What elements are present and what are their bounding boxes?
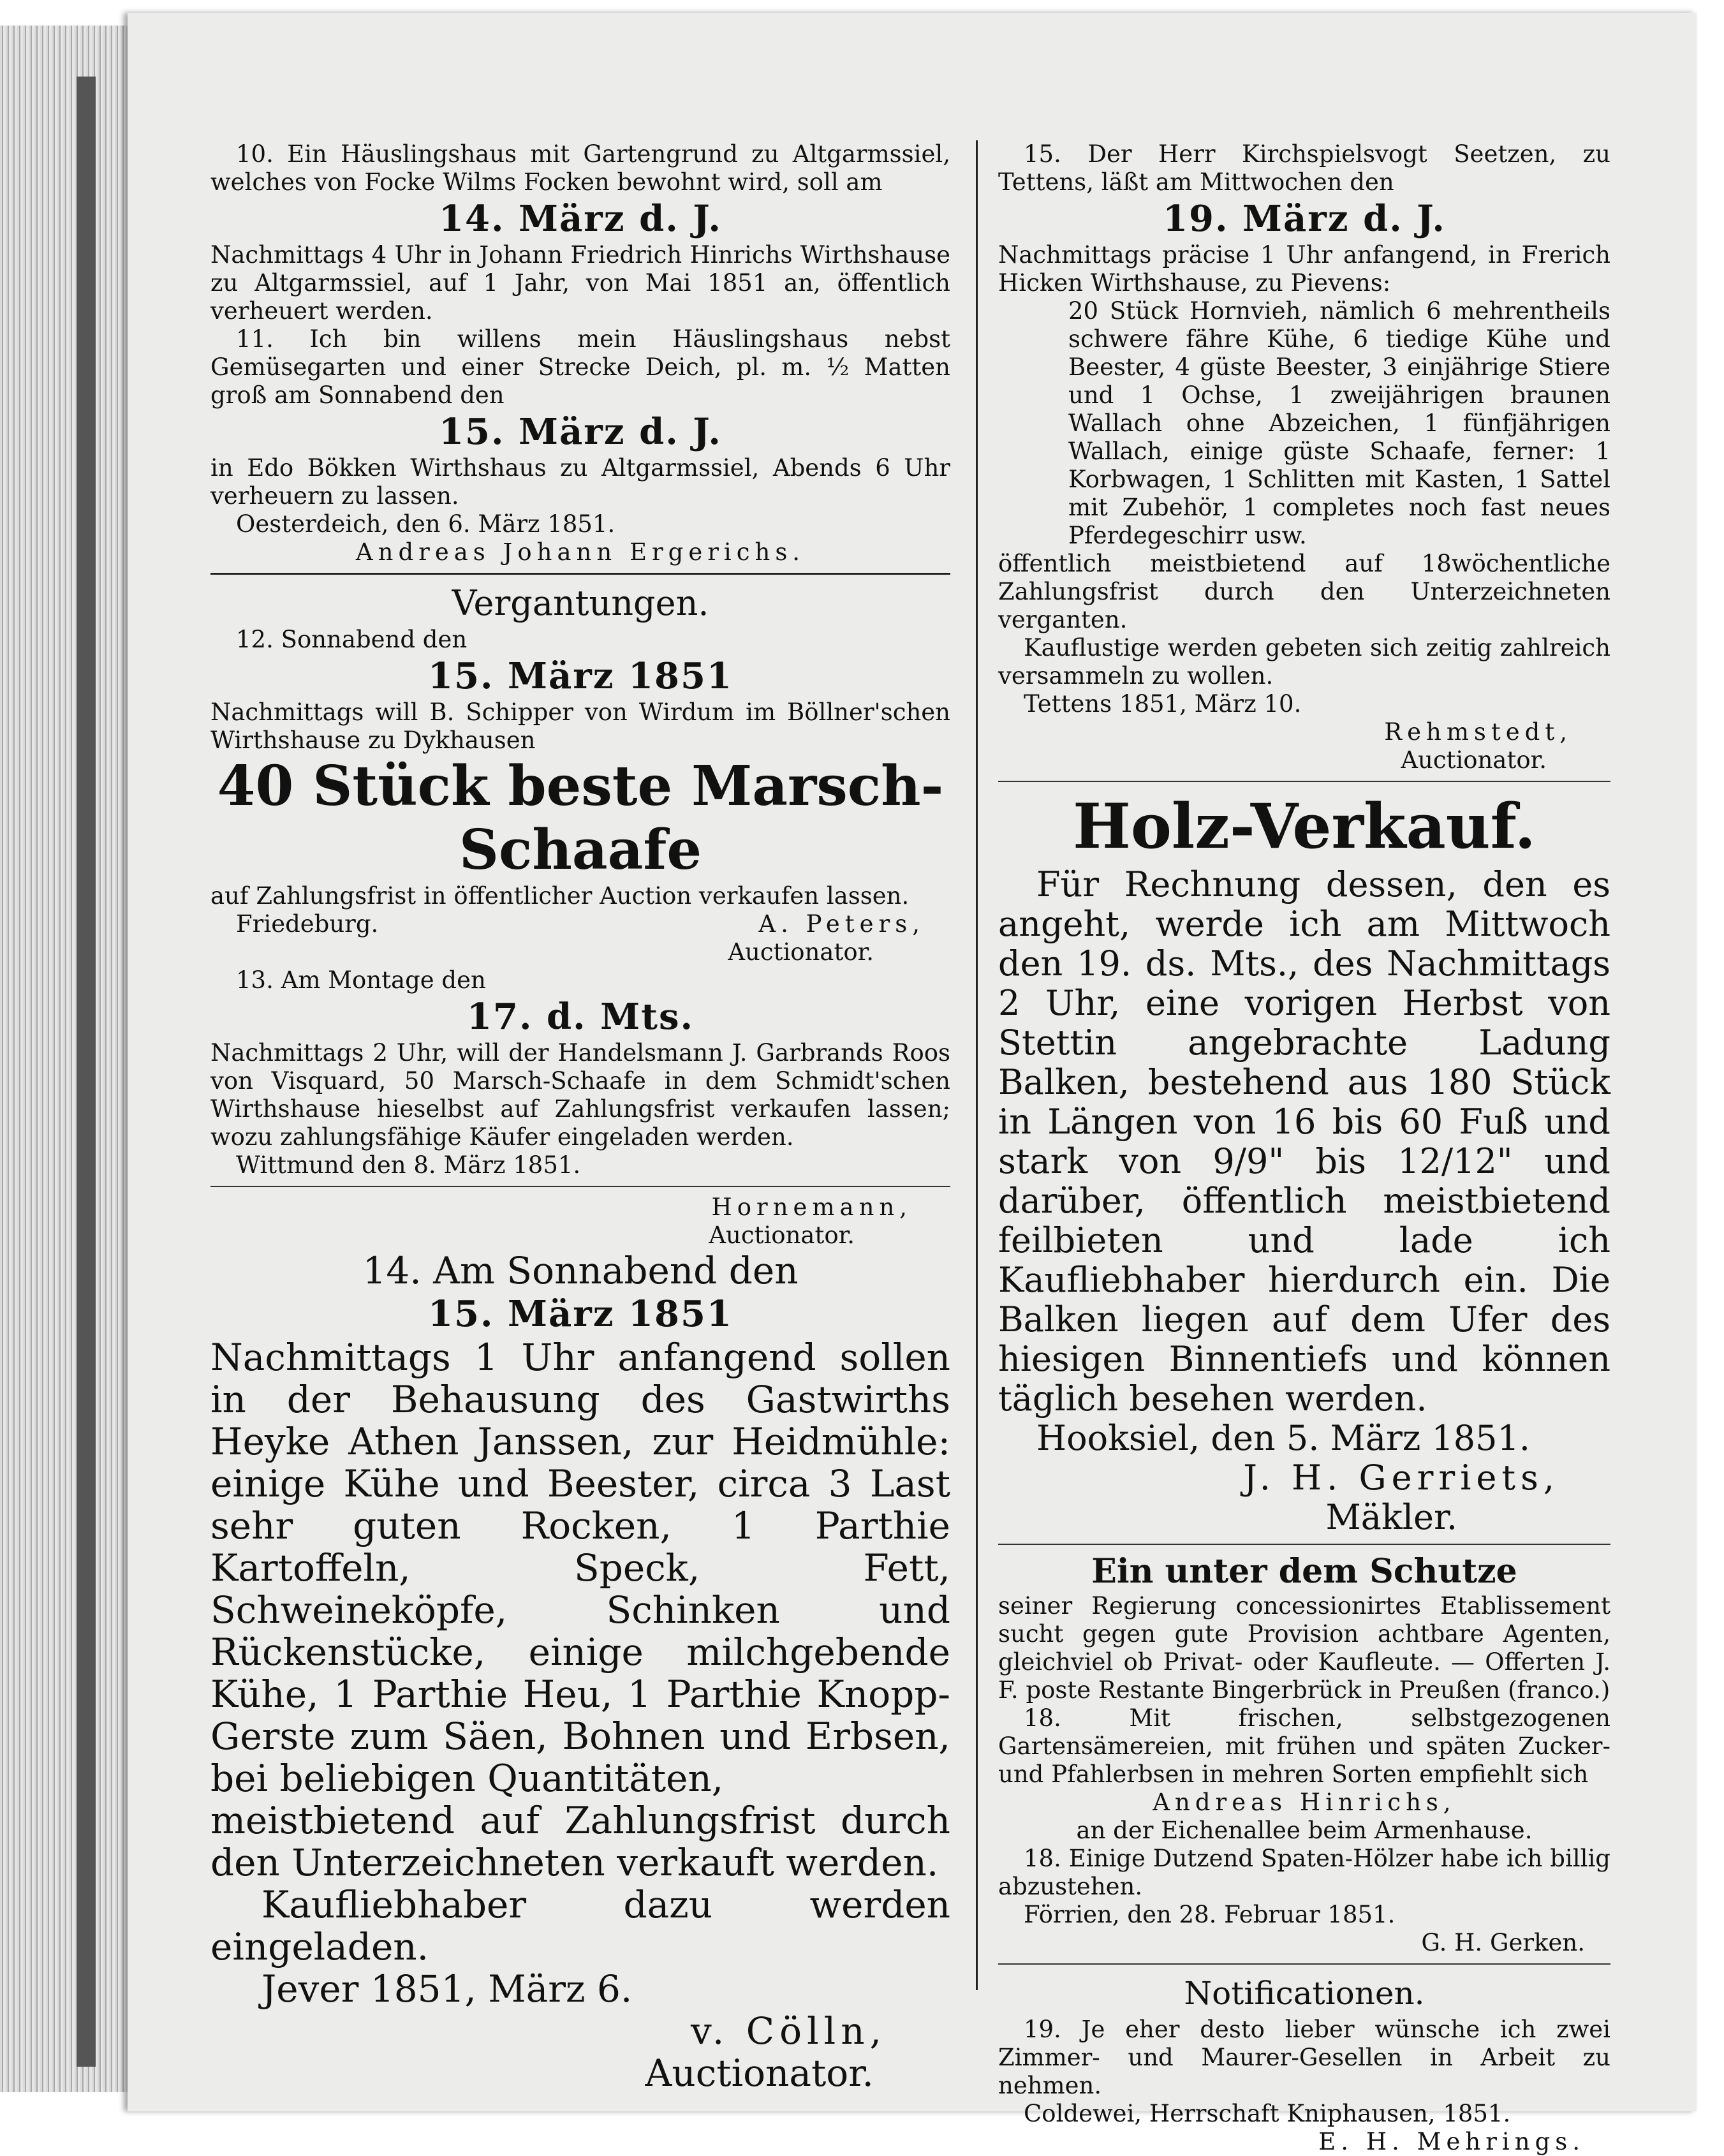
notice-13-date: 17. d. Mts. xyxy=(467,996,694,1038)
notice-19-text: 19. Je eher desto lieber wünsche ich zwei Zimmer- und Maurer-Gesellen in Arbeit zu nehmen. xyxy=(998,2016,1610,2099)
notice-15-text: 15. Der Herr Kirchspielsvogt Seetzen, zu Tettens, läßt am Mittwochen den xyxy=(998,140,1610,196)
section-title-notificationen: Notificationen. xyxy=(1184,1975,1425,2012)
notice-14-intro: 14. Am Sonnabend den xyxy=(362,1249,799,1292)
notice-11-place: Oesterdeich, den 6. März 1851. xyxy=(236,510,615,538)
notice-15-text4: Kauflustige werden gebeten sich zeitig zahlreich versammeln zu wollen. xyxy=(998,634,1610,690)
notice-14-text2: meistbietend auf Zahlungsfrist durch den Unterzeichneten verkauft werden. xyxy=(210,1799,950,1884)
holz-verkauf-title: Holz-Verkauf. xyxy=(1073,790,1536,862)
notice-14-place: Jever 1851, März 6. xyxy=(262,1967,633,2011)
notice-18-signature-address: an der Eichenallee beim Armenhause. xyxy=(1076,1817,1533,1844)
divider xyxy=(998,1544,1610,1545)
notice-11-text2: in Edo Bökken Wirthshaus zu Altgarmssiel, Abends 6 Uhr verheuern zu lassen. xyxy=(210,454,950,510)
notice-13-intro: 13. Am Montage den xyxy=(236,966,486,994)
divider xyxy=(998,1963,1610,1965)
notice-13-place: Wittmund den 8. März 1851. xyxy=(236,1151,581,1179)
notice-11-text: 11. Ich bin willens mein Häuslingshaus nebst Gemüsegarten und einer Strecke Deich, pl. m. ½ Matten groß am Sonnabend den xyxy=(210,325,950,409)
notice-13-role: Auctionator. xyxy=(709,1222,855,1249)
notice-14-text3: Kaufliebhaber dazu werden eingeladen. xyxy=(210,1883,950,1968)
notice-15-date: 19. März d. J. xyxy=(1163,198,1446,240)
notice-18b-text: 18. Einige Dutzend Spaten-Hölzer habe ich billig abzustehen. xyxy=(998,1845,1610,1900)
notice-12-text2: auf Zahlungsfrist in öffentlicher Auction verkaufen lassen. xyxy=(210,882,910,910)
notice-11-signature: Andreas Johann Ergerichs. xyxy=(355,538,806,566)
holz-verkauf-role: Mäkler. xyxy=(1325,1497,1457,1537)
notice-12-role: Auctionator. xyxy=(728,938,874,966)
notice-14-signature: v. Cölln, xyxy=(691,2009,887,2053)
book-binding xyxy=(77,77,96,2067)
schutz-text: seiner Regierung concessionirtes Etablissement sucht gegen gute Provision achtbare Agenten, gleichviel ob Privat- oder Kaufleute. — Offerten J. F. poste Restante Bingerbrück in Preußen (franco.) xyxy=(998,1592,1610,1704)
left-column xyxy=(210,140,950,2095)
section-title-vergantungen: Vergantungen. xyxy=(452,583,709,623)
notice-15-place: Tettens 1851, März 10. xyxy=(1024,690,1302,718)
book-page-edges xyxy=(0,26,134,2092)
right-column xyxy=(998,140,1610,2155)
divider xyxy=(210,1186,950,1187)
notice-13-text: Nachmittags 2 Uhr, will der Handelsmann J. Garbrands Roos von Visquard, 50 Marsch-Schaafe in dem Schmidt'schen Wirthshause hieselbst auf Zahlungsfrist verkaufen lassen; wozu zahlungsfähige Käufer eingeladen werden. xyxy=(210,1039,950,1151)
schutz-title: Ein unter dem Schutze xyxy=(1091,1552,1517,1591)
divider xyxy=(998,781,1610,782)
notice-10-text2: Nachmittags 4 Uhr in Johann Friedrich Hinrichs Wirthshause zu Altgarmssiel, auf 1 Jahr, von Mai 1851 an, öffentlich verheuert werden. xyxy=(210,241,950,325)
notice-15-list: 20 Stück Hornvieh, nämlich 6 mehrentheils schwere fähre Kühe, 6 tiedige Kühe und Beester, 4 güste Beester, 3 einjährige Stiere und 1 Ochse, 1 zweijährigen braunen Wallach ohne Abzeichen, 1 fünfjährigen Wallach, einige güste Schaafe, ferner: 1 Korbwagen, 1 Schlitten mit Kasten, 1 Sattel mit Zubehör, 1 completes noch fast neues Pferdegeschirr usw. xyxy=(1068,297,1610,549)
notice-15-signature: Rehmstedt, xyxy=(1384,718,1572,746)
divider xyxy=(210,573,950,575)
notice-12-text: Nachmittags will B. Schipper von Wirdum im Böllner'schen Wirthshause zu Dykhausen xyxy=(210,698,950,754)
holz-verkauf-place: Hooksiel, den 5. März 1851. xyxy=(1036,1418,1531,1458)
notice-19-place: Coldewei, Herrschaft Kniphausen, 1851. xyxy=(1024,2100,1511,2127)
notice-12-place: Friedeburg. xyxy=(236,910,379,938)
notice-12-intro: 12. Sonnabend den xyxy=(236,626,468,653)
notice-13-signature: Hornemann, xyxy=(711,1193,912,1221)
holz-verkauf-text: Für Rechnung dessen, den es angeht, werde ich am Mittwoch den 19. ds. Mts., des Nachmittags 2 Uhr, eine vorigen Herbst von Stettin angebrachte Ladung Balken, bestehend aus 180 Stück in Längen von 16 bis 60 Fuß und stark von 9/9" bis 12/12" und darüber, öffentlich meistbietend feilbieten und lade ich Kaufliebhaber hierdurch ein. Die Balken liegen auf dem Ufer des hiesigen Binnentiefs und können täglich besehen werden. xyxy=(998,864,1610,1419)
notice-14-role: Auctionator. xyxy=(645,2051,874,2095)
notice-11-date: 15. März d. J. xyxy=(439,411,722,453)
notice-18b-place: Förrien, den 28. Februar 1851. xyxy=(1024,1901,1396,1928)
notice-18-signature: Andreas Hinrichs, xyxy=(1153,1789,1456,1816)
notice-18b-signature: G. H. Gerken. xyxy=(1421,1929,1585,1956)
notice-12-signature: A. Peters, xyxy=(758,910,925,938)
notice-10-text: 10. Ein Häuslingshaus mit Gartengrund zu Altgarmssiel, welches von Focke Wilms Focken bewohnt wird, soll am xyxy=(210,140,950,196)
notice-15-text2: Nachmittags präcise 1 Uhr anfangend, in Frerich Hicken Wirthshause, zu Pievens: xyxy=(998,241,1610,297)
notice-19-signature: E. H. Mehrings. xyxy=(1318,2128,1585,2155)
notice-15-role: Auctionator. xyxy=(1401,746,1547,774)
notice-18-text: 18. Mit frischen, selbstgezogenen Gartensämereien, mit frühen und späten Zucker- und Pfahlerbsen in mehren Sorten empfiehlt sich xyxy=(998,1704,1610,1788)
notice-12-headline: 40 Stück beste Marsch-Schaafe xyxy=(217,754,944,882)
notice-14-text: Nachmittags 1 Uhr anfangend sollen in der Behausung des Gastwirths Heyke Athen Janssen, zur Heidmühle: einige Kühe und Beester, circa 3 Last sehr guten Rocken, 1 Parthie Kartoffeln, Speck, Fett, Schweineköpfe, Schinken und Rückenstücke, einige milchgebende Kühe, 1 Parthie Heu, 1 Parthie Knopp-Gerste zum Säen, Bohnen und Erbsen, bei beliebigen Quantitäten, xyxy=(210,1336,950,1800)
notice-10-date: 14. März d. J. xyxy=(439,198,722,240)
column-divider xyxy=(976,140,978,1990)
notice-14-date: 15. März 1851 xyxy=(428,1293,733,1335)
holz-verkauf-signature: J. H. Gerriets, xyxy=(1243,1458,1559,1498)
notice-12-date: 15. März 1851 xyxy=(428,655,733,697)
notice-15-text3: öffentlich meistbietend auf 18wöchentliche Zahlungsfrist durch den Unterzeichneten verganten. xyxy=(998,550,1610,633)
